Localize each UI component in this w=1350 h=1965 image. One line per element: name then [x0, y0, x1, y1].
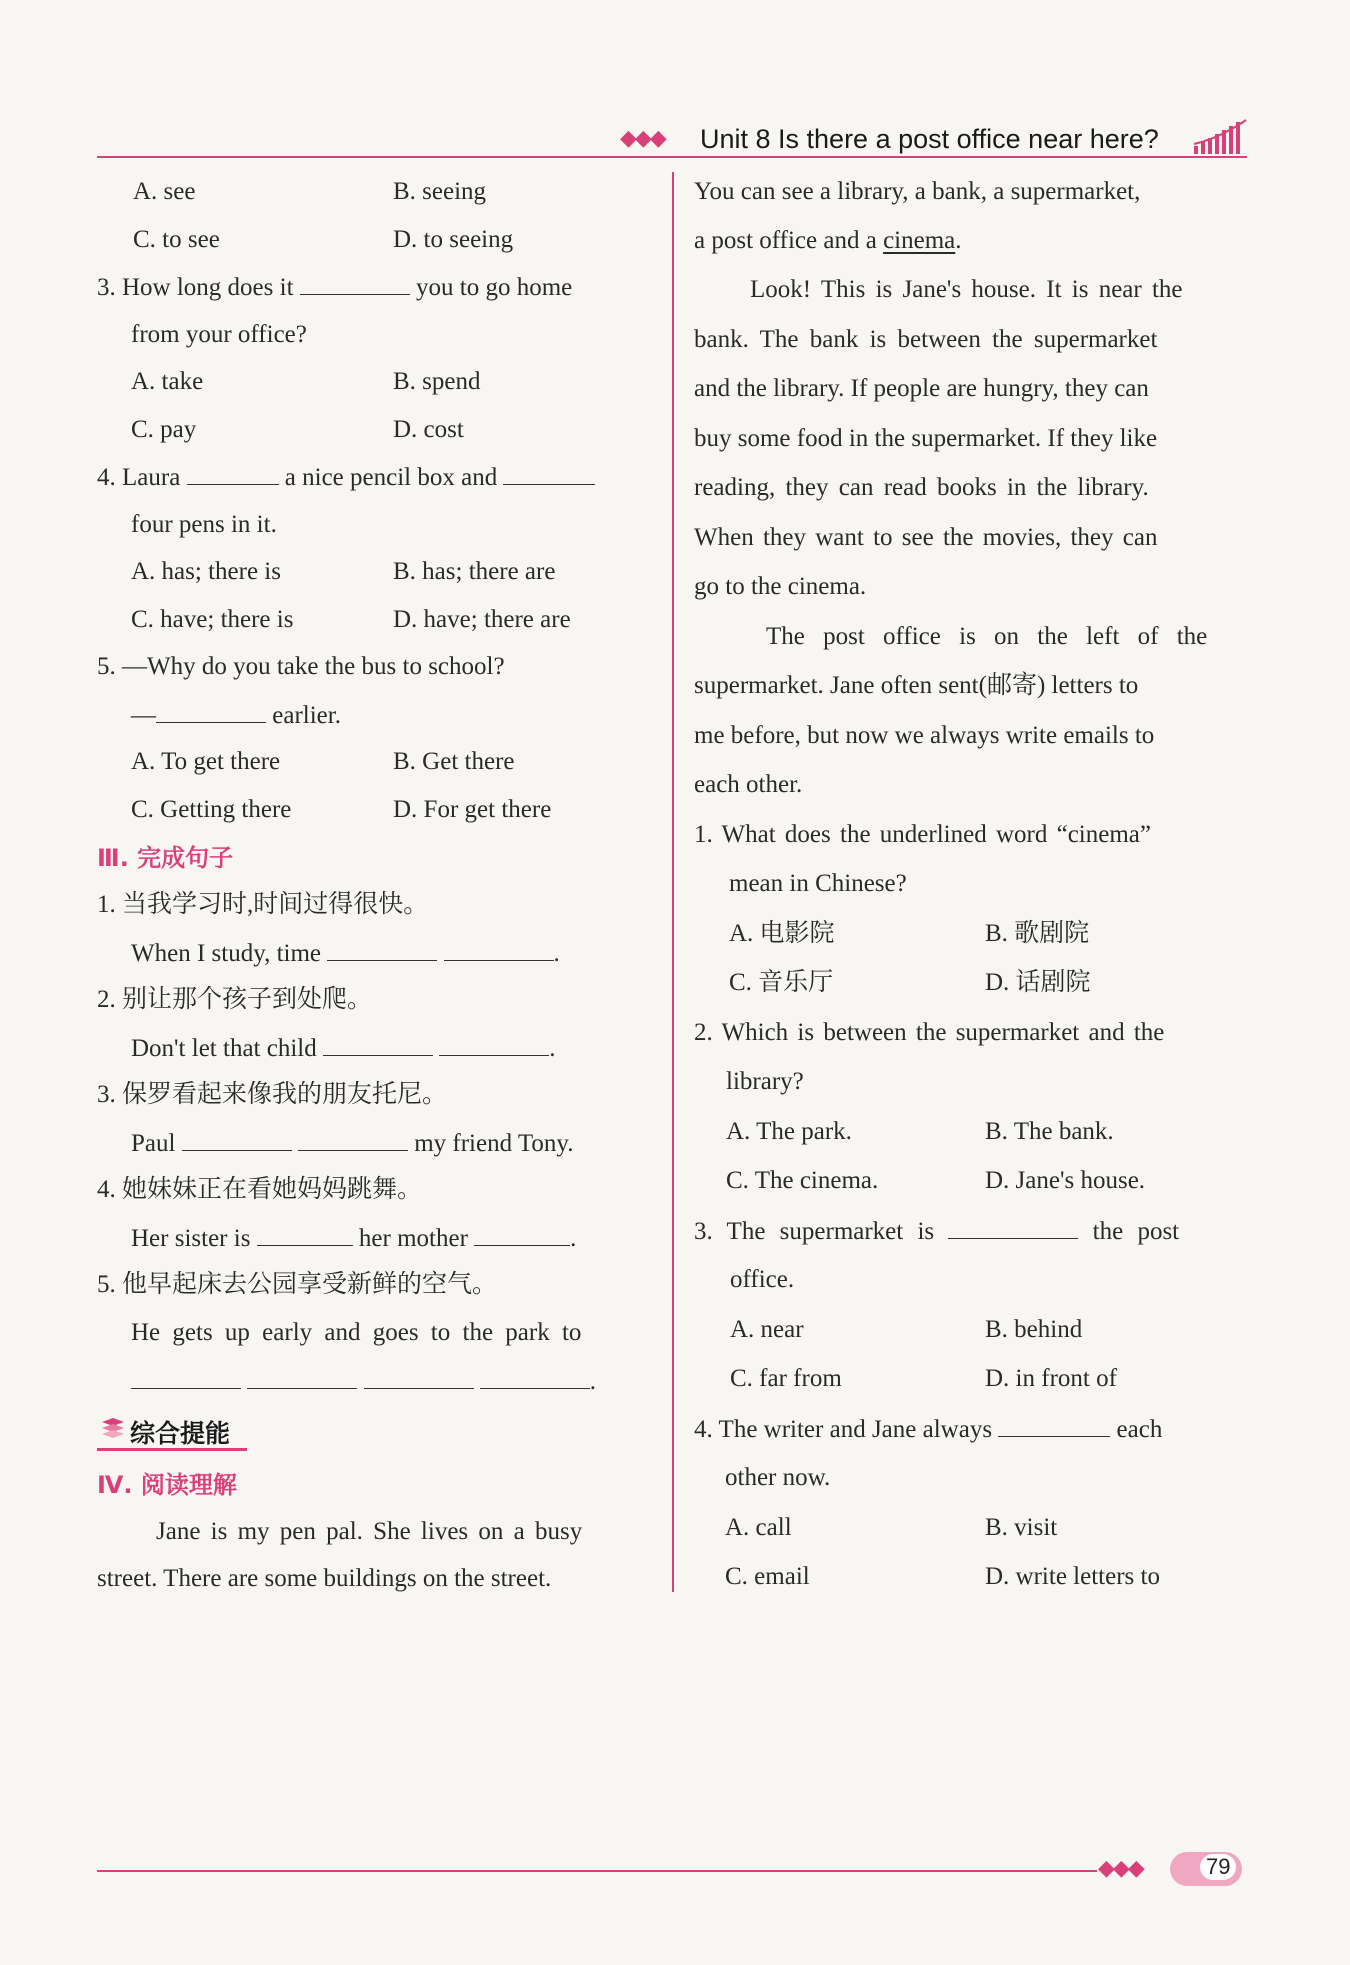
s1-blank-1	[327, 938, 437, 961]
passage-line-4-period: .	[955, 227, 962, 254]
q3-line1	[97, 272, 572, 303]
s3-english	[131, 1128, 574, 1159]
s5-blank-2	[247, 1366, 357, 1389]
rq3-option-c: C. far from	[730, 1365, 842, 1392]
rq3-option-b: B. behind	[985, 1316, 1083, 1343]
rq1-option-a: A. 电影院	[729, 920, 835, 947]
passage-line-14: me before, but now we always write emails to	[694, 722, 1155, 749]
passage-line-4-text: a post office and a	[694, 227, 877, 254]
footer-diamond-icons: ◆◆◆	[1098, 1856, 1143, 1881]
rq2-option-c: C. The cinema.	[726, 1167, 879, 1194]
passage-line-9: reading, they can read books in the library.	[694, 474, 1149, 501]
q2-option-a: A. see	[133, 178, 196, 205]
s5-blanks	[131, 1366, 596, 1397]
section-4-heading: Ⅳ. 阅读理解	[97, 1471, 237, 1499]
passage-line-15: each other.	[694, 771, 803, 798]
q4-option-d: D. have; there are	[393, 606, 571, 633]
q2-option-d: D. to seeing	[393, 226, 514, 253]
s3-stem: Paul	[131, 1130, 176, 1157]
rq4-line1	[694, 1414, 1162, 1445]
s4-stem: Her sister is	[131, 1225, 251, 1252]
s2-english	[131, 1033, 555, 1064]
page-number: 79	[1200, 1854, 1236, 1880]
underlined-word-cinema: cinema	[883, 227, 956, 254]
passage-line-5: Look! This is Jane's house. It is near the	[750, 276, 1183, 303]
s4-blank-1	[257, 1223, 353, 1246]
s5-blank-4	[480, 1366, 590, 1389]
q2-option-b: B. seeing	[393, 178, 487, 205]
rq4-stem-post: each	[1116, 1416, 1163, 1443]
q3-number: 3.	[97, 274, 116, 301]
s1-period: .	[553, 940, 560, 967]
q4-stem: a nice pencil box and	[284, 464, 498, 491]
s1-english	[131, 938, 560, 969]
rq4-option-c: C. email	[725, 1563, 810, 1590]
rq4-option-d: D. write letters to	[985, 1563, 1160, 1590]
q3-line2: from your office?	[131, 321, 307, 348]
s5-blank-1	[131, 1366, 241, 1389]
header-title: Unit 8 Is there a post office near here?	[700, 124, 1159, 154]
banner-title: 综合提能	[130, 1419, 231, 1448]
header-bars-icon	[1192, 118, 1248, 156]
q3-option-a: A. take	[131, 368, 204, 395]
q5-option-c: C. Getting there	[131, 796, 292, 823]
rq1-option-b: B. 歌剧院	[985, 920, 1090, 947]
q4-option-b: B. has; there are	[393, 558, 556, 585]
rq1-option-c: C. 音乐厅	[729, 969, 834, 996]
q5-option-d: D. For get there	[393, 796, 552, 823]
footer-rule	[97, 1870, 1097, 1872]
column-divider	[672, 172, 674, 1592]
s5-blank-3	[364, 1366, 474, 1389]
passage-line-4	[694, 226, 962, 256]
passage-line-11: go to the cinema.	[694, 573, 867, 600]
q4-blank-2	[503, 462, 595, 485]
q4-subject: Laura	[122, 464, 181, 491]
q4-blank-1	[187, 462, 279, 485]
rq3-line2: office.	[730, 1266, 795, 1293]
s2-blank-1	[323, 1033, 433, 1056]
q4-line2: four pens in it.	[131, 511, 277, 538]
q5-option-a: A. To get there	[131, 748, 281, 775]
rq2-line1: 2. Which is between the supermarket and the	[694, 1019, 1165, 1046]
s2-blank-2	[439, 1033, 549, 1056]
q3-option-c: C. pay	[131, 416, 197, 443]
s4-period: .	[570, 1225, 577, 1252]
page-number-badge	[1170, 1852, 1242, 1886]
banner-underline	[97, 1448, 247, 1451]
s3-blank-2	[298, 1128, 408, 1151]
rq3-line1	[694, 1216, 1179, 1247]
passage-line-13: supermarket. Jane often sent(邮寄) letters to	[694, 672, 1139, 699]
q3-stem-pre: How long does it	[122, 274, 294, 301]
rq1-option-d: D. 话剧院	[985, 969, 1091, 996]
rq2-line2: library?	[726, 1068, 804, 1095]
rq4-stem-pre: 4. The writer and Jane always	[694, 1416, 993, 1443]
books-icon	[99, 1414, 127, 1442]
q5-line2	[131, 700, 341, 731]
q4-line1	[97, 462, 595, 493]
q5-stem-post: earlier.	[272, 702, 341, 729]
rq4-option-b: B. visit	[985, 1514, 1058, 1541]
rq4-line2: other now.	[725, 1464, 831, 1491]
rq4-blank	[998, 1414, 1110, 1437]
s1-chinese: 1. 当我学习时,时间过得很快。	[97, 891, 429, 918]
s3-chinese: 3. 保罗看起来像我的朋友托尼。	[97, 1081, 448, 1108]
s3-blank-1	[182, 1128, 292, 1151]
rq1-line2: mean in Chinese?	[729, 870, 907, 897]
q3-option-d: D. cost	[393, 416, 464, 443]
rq3-stem-post: the post	[1092, 1218, 1180, 1245]
q5-option-b: B. Get there	[393, 748, 515, 775]
rq3-option-d: D. in front of	[985, 1365, 1117, 1392]
section-3-heading: Ⅲ. 完成句子	[97, 844, 234, 872]
s3-stem-post: my friend Tony.	[414, 1130, 574, 1157]
s2-chinese: 2. 别让那个孩子到处爬。	[97, 986, 373, 1013]
s4-english	[131, 1223, 576, 1254]
header-diamond-icons: ◆◆◆	[620, 126, 665, 151]
q5-number: 5.	[97, 653, 116, 680]
q2-option-c: C. to see	[133, 226, 220, 253]
passage-line-3: You can see a library, a bank, a supermarket,	[694, 178, 1141, 205]
s5-period: .	[589, 1368, 596, 1395]
s4-chinese: 4. 她妹妹正在看她妈妈跳舞。	[97, 1176, 423, 1203]
q3-stem-post: you to go home	[416, 274, 573, 301]
rq3-blank	[948, 1216, 1078, 1239]
q3-blank	[300, 272, 410, 295]
q3-option-b: B. spend	[393, 368, 481, 395]
passage-line-2: street. There are some buildings on the street.	[97, 1565, 552, 1592]
rq2-option-b: B. The bank.	[985, 1118, 1114, 1145]
rq2-option-d: D. Jane's house.	[985, 1167, 1146, 1194]
q5-question: —Why do you take the bus to school?	[122, 653, 505, 680]
s1-blank-2	[444, 938, 554, 961]
s5-english: He gets up early and goes to the park to	[131, 1319, 582, 1346]
s5-chinese: 5. 他早起床去公园享受新鲜的空气。	[97, 1271, 498, 1298]
q5-dash: —	[131, 702, 156, 729]
passage-line-8: buy some food in the supermarket. If they like	[694, 425, 1158, 452]
s2-period: .	[549, 1035, 556, 1062]
s2-stem: Don't let that child	[131, 1035, 317, 1062]
q4-number: 4.	[97, 464, 116, 491]
passage-line-7: and the library. If people are hungry, they can	[694, 375, 1149, 402]
q4-option-a: A. has; there is	[131, 558, 281, 585]
s4-stem-mid: her mother	[358, 1225, 468, 1252]
q4-option-c: C. have; there is	[131, 606, 294, 633]
rq2-option-a: A. The park.	[726, 1118, 852, 1145]
q5-blank	[156, 700, 266, 723]
s4-blank-2	[474, 1223, 570, 1246]
rq1-line1: 1. What does the underlined word “cinema”	[694, 821, 1151, 848]
passage-line-6: bank. The bank is between the supermarket	[694, 326, 1158, 353]
s1-stem: When I study, time	[131, 940, 322, 967]
rq4-option-a: A. call	[725, 1514, 792, 1541]
passage-line-10: When they want to see the movies, they can	[694, 524, 1158, 551]
passage-line-12: The post office is on the left of the	[766, 623, 1208, 650]
rq3-stem-pre: 3. The supermarket is	[694, 1218, 935, 1245]
header-rule	[97, 156, 1247, 158]
rq3-option-a: A. near	[730, 1316, 804, 1343]
passage-line-1: Jane is my pen pal. She lives on a busy	[156, 1518, 583, 1545]
q5-line1	[97, 652, 505, 682]
